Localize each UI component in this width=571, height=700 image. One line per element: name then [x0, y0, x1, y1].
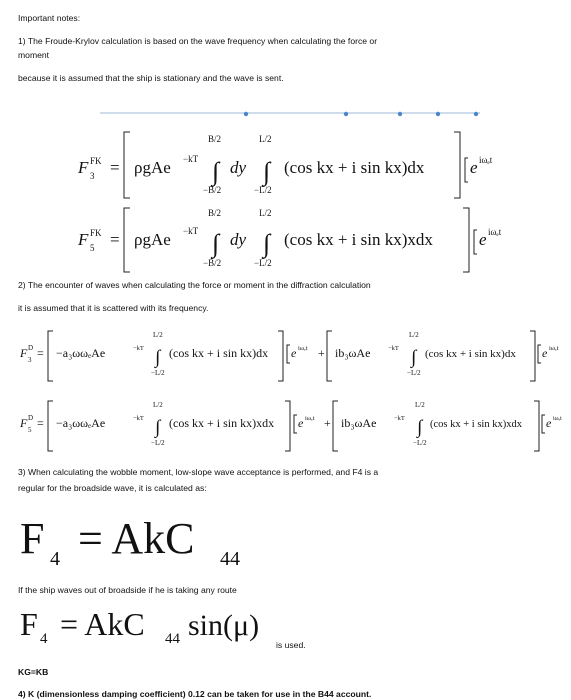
equation-wobble-moment-broadside [20, 505, 280, 575]
eq2-int1-upper: B/2 [208, 208, 222, 218]
eq3-integrand-2: (cos kx + i sin kx)dx [425, 348, 516, 360]
eq4-int2-lower: −L/2 [413, 439, 427, 447]
eq3-integral-2: ∫ [411, 347, 417, 368]
eq3-int2-lower: −L/2 [407, 369, 421, 377]
eq2-lhs-sup: FK [90, 228, 102, 238]
eq2-integral-1: ∫ [212, 229, 220, 258]
eq2-lhs: F [78, 230, 89, 249]
scan-artifact [100, 110, 480, 118]
eq4-lhs: F [20, 416, 28, 430]
eq3-int1-upper: L/2 [153, 331, 163, 339]
eq4-tail-1: e [298, 416, 304, 430]
eq1-exp: −kT [183, 154, 199, 164]
eq3-tail-2: e [542, 346, 548, 360]
note-2-line-2: it is assumed that it is scattered with its frequency. [18, 303, 209, 313]
eq4-int2-upper: L/2 [415, 401, 425, 409]
eq4-tail-2-exp: iωₑt [553, 416, 562, 422]
eq2-int2-upper: L/2 [259, 208, 272, 218]
eq6-rhs-sub: 44 [165, 631, 180, 647]
eq1-lhs-sup: FK [90, 156, 102, 166]
eq2-dy: dy [230, 230, 247, 249]
eq3-tail-1: e [291, 346, 297, 360]
equation-froude-krylov-moment [70, 200, 510, 280]
eq2-exp: −kT [183, 226, 199, 236]
eq3-integral-1: ∫ [155, 347, 161, 368]
eq1-int1-lower: −B/2 [203, 185, 222, 195]
eq3-equals: = [37, 346, 44, 360]
eq5-rhs: = AkC [78, 514, 195, 563]
note-1-line-1: 1) The Froude-Krylov calculation is based on the wave frequency when calculating the force or [18, 36, 378, 46]
eq5-rhs-sub: 44 [220, 548, 240, 570]
note-3b: If the ship waves out of broadside if he is taking any route [18, 585, 237, 595]
eq6-lhs-sub: 4 [40, 631, 48, 647]
eq3-plus: + [318, 346, 325, 360]
eq3-int1-lower: −L/2 [151, 369, 165, 377]
eq1-int2-upper: L/2 [259, 134, 272, 144]
kg-equals-kb: KG=KB [18, 667, 49, 677]
note-1-line-2: moment [18, 50, 50, 60]
eq4-tail-2: e [546, 416, 552, 430]
eq2-tail: e [479, 230, 487, 249]
eq4-int1-upper: L/2 [153, 401, 163, 409]
eq4-term-1: −a₃ωωₑAe [56, 416, 106, 430]
eq4-exp-1: −kT [133, 415, 144, 422]
eq1-dy: dy [230, 158, 247, 177]
eq4-integral-2: ∫ [417, 417, 423, 438]
is-used-text: is used. [276, 640, 306, 650]
eq1-integral-2: ∫ [263, 157, 271, 186]
eq4-lhs-sub: 5 [28, 426, 32, 434]
eq3-integrand-1: (cos kx + i sin kx)dx [169, 346, 269, 360]
eq1-tail: e [470, 158, 478, 177]
eq1-integral-1: ∫ [212, 157, 220, 186]
eq2-integrand: (cos kx + i sin kx)xdx [284, 230, 433, 249]
eq2-int2-lower: −L/2 [254, 258, 272, 268]
eq3-lhs: F [20, 346, 28, 360]
notes-heading: Important notes: [18, 13, 81, 23]
eq3-int2-upper: L/2 [409, 331, 419, 339]
eq2-body: ρgAe [134, 230, 171, 249]
eq3-lhs-sup: D [28, 344, 34, 352]
eq2-int1-lower: −B/2 [203, 258, 222, 268]
eq3-term-2: ib₃ωAe [335, 346, 371, 360]
eq5-lhs: F [20, 514, 45, 563]
eq5-lhs-sub: 4 [50, 548, 60, 570]
note-1-line-3: because it is assumed that the ship is stationary and the wave is sent. [18, 73, 284, 83]
eq4-lhs-sup: D [28, 414, 34, 422]
eq2-integral-2: ∫ [263, 229, 271, 258]
eq4-tail-1-exp: iωₑt [305, 415, 315, 422]
eq1-lhs: F [78, 158, 89, 177]
eq4-equals: = [37, 416, 44, 430]
eq6-lhs: F [20, 606, 38, 642]
eq6-rhs: = AkC [60, 606, 145, 642]
eq1-int1-upper: B/2 [208, 134, 222, 144]
eq4-int1-lower: −L/2 [151, 439, 165, 447]
eq6-tail: sin(μ) [188, 609, 260, 642]
eq1-equals: = [110, 158, 120, 177]
eq4-integral-1: ∫ [155, 417, 161, 438]
equation-wobble-moment-any-route [20, 600, 280, 650]
eq2-lhs-sub: 5 [90, 243, 95, 253]
eq3-exp-2: −kT [388, 345, 399, 352]
eq3-tail-2-exp: iωₑt [549, 345, 559, 352]
eq3-lhs-sub: 3 [28, 356, 32, 364]
equation-diffraction-force [20, 325, 560, 385]
equation-diffraction-moment [20, 395, 560, 455]
note-4: 4) K (dimensionless damping coefficient) 0.12 can be taken for use in the B44 account. [18, 689, 372, 699]
eq1-int2-lower: −L/2 [254, 185, 272, 195]
eq4-term-2: ib₃ωAe [341, 416, 377, 430]
eq3-term-1: −a₃ωωₑAe [56, 346, 106, 360]
eq2-equals: = [110, 230, 120, 249]
note-3-line-2: regular for the broadside wave, it is calculated as: [18, 483, 207, 493]
eq1-body: ρgAe [134, 158, 171, 177]
eq4-integrand-1: (cos kx + i sin kx)xdx [169, 416, 275, 430]
eq1-lhs-sub: 3 [90, 171, 95, 181]
eq4-integrand-2: (cos kx + i sin kx)xdx [430, 419, 522, 430]
eq4-plus: + [324, 416, 331, 430]
eq4-exp-2: −kT [394, 415, 405, 422]
eq1-tail-exp: iωₑt [479, 155, 493, 165]
equation-froude-krylov-force [70, 120, 510, 200]
eq2-tail-exp: iωₑt [488, 227, 502, 237]
note-2-line-1: 2) The encounter of waves when calculating the force or moment in the diffraction calculation [18, 280, 371, 290]
eq3-exp-1: −kT [133, 345, 144, 352]
eq3-tail-1-exp: iωₑt [298, 345, 308, 352]
eq1-integrand: (cos kx + i sin kx)dx [284, 158, 425, 177]
note-3-line-1: 3) When calculating the wobble moment, low-slope wave acceptance is performed, and F4 is a [18, 467, 379, 477]
